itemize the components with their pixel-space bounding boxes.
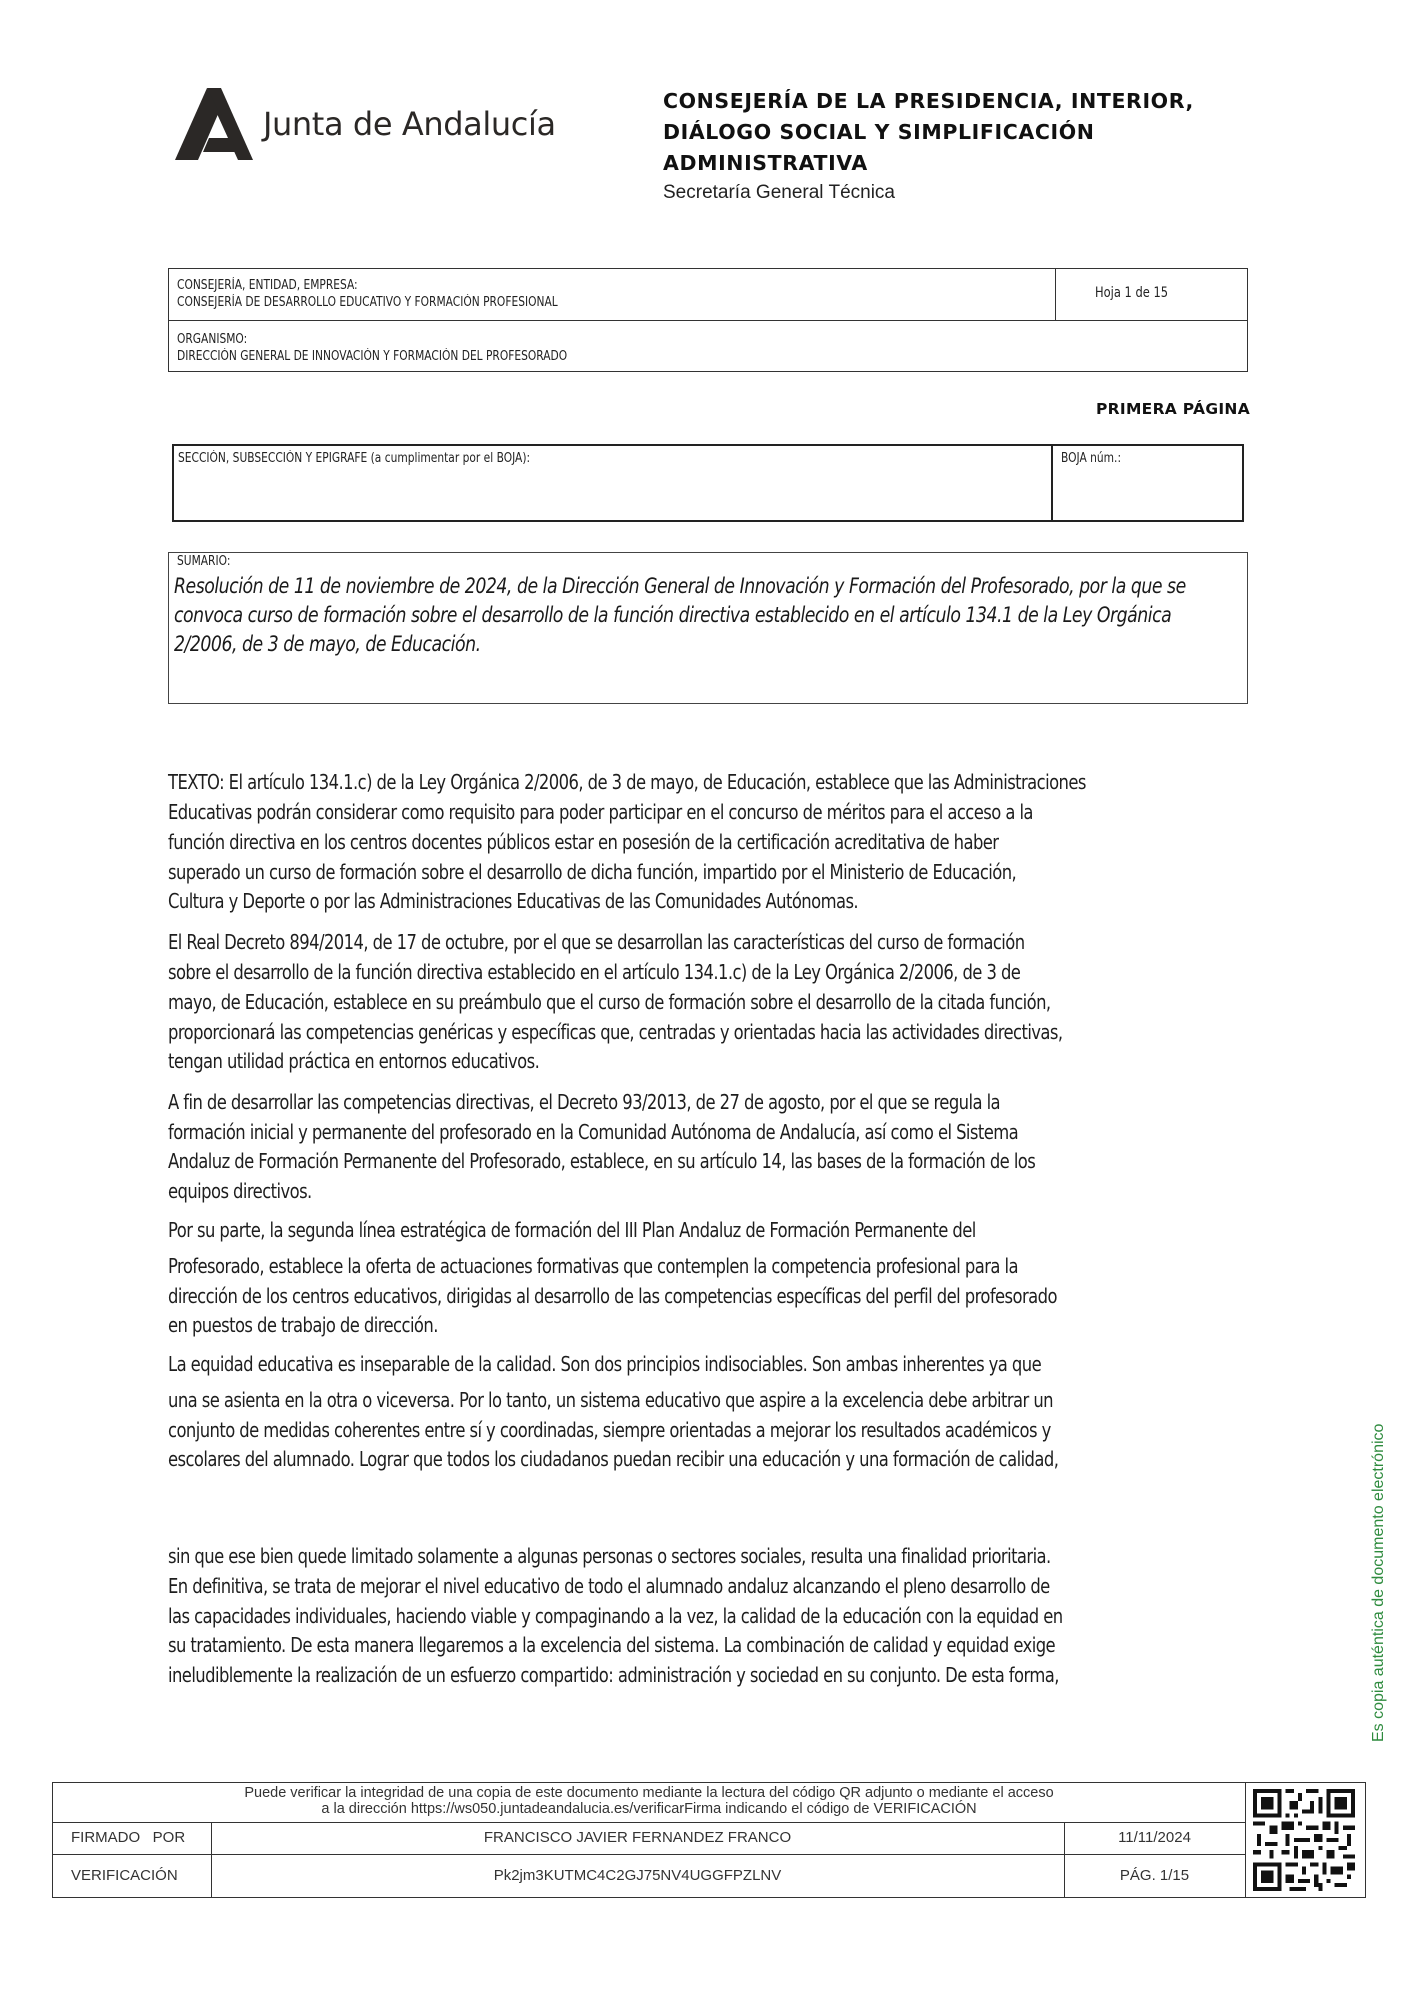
pagina-counter: PÁG. 1/15 [1119, 1867, 1190, 1884]
verify-instructions [53, 1785, 1245, 1817]
verificacion-label: VERIFICACIÓN [71, 1867, 178, 1884]
body-line: sin que ese bien quede limitado solamente a algunas personas o sectores sociales, resulta una finalidad prioritaria. [168, 1544, 1051, 1568]
body-line: proporcionará las competencias genéricas y específicas que, centradas y orientadas hacia las actividades directivas, [168, 1020, 1063, 1044]
body-line: equipos directivos. [168, 1179, 312, 1203]
body-line: La equidad educativa es inseparable de la calidad. Son dos principios indisociables. Son ambas inherentes ya que [168, 1352, 1042, 1376]
verificacion-code[interactable]: Pk2jm3KUTMC4C2GJ75NV4UGGFPZLNV [493, 1867, 782, 1884]
boja-box [172, 444, 1244, 522]
logo-text: Junta de Andalucía [263, 105, 556, 143]
body-line: En definitiva, se trata de mejorar el nivel educativo de todo el alumnado andaluz alcanzando el pleno desarrollo de [168, 1574, 1050, 1598]
authentic-copy-note: Es copia auténtica de documento electrónico [1370, 1423, 1387, 1742]
body-line: A fin de desarrollar las competencias directivas, el Decreto 93/2013, de 27 de agosto, por el que se regula la [168, 1090, 1001, 1114]
body-line: TEXTO: El artículo 134.1.c) de la Ley Orgánica 2/2006, de 3 de mayo, de Educación, establece que las Administraciones [168, 770, 1086, 794]
body-line: las capacidades individuales, haciendo viable y compaginando a la vez, la calidad de la educación con la equidad en [168, 1604, 1063, 1628]
consejeria-value: CONSEJERÍA DE DESARROLLO EDUCATIVO Y FORMACIÓN PROFESIONAL [177, 295, 558, 310]
qr-code-icon[interactable] [1253, 1789, 1355, 1891]
hoja-counter: Hoja 1 de 15 [1095, 285, 1169, 301]
primera-pagina-label: PRIMERA PÁGINA [1096, 400, 1250, 418]
body-line: tengan utilidad práctica en entornos educativos. [168, 1049, 540, 1073]
entity-info-box [168, 268, 1248, 372]
body-line: Por su parte, la segunda línea estratégica de formación del III Plan Andaluz de Formación Permanente del [168, 1218, 976, 1242]
fecha-firma: 11/11/2024 [1118, 1829, 1191, 1846]
consejeria-line-1: CONSEJERÍA DE LA PRESIDENCIA, INTERIOR, [663, 89, 1194, 113]
body-line: formación inicial y permanente del profesorado en la Comunidad Autónoma de Andalucía, así como el Sistema [168, 1120, 1019, 1144]
andalucia-a-logo-icon [175, 88, 253, 160]
consejeria-line-3: ADMINISTRATIVA [663, 151, 868, 175]
consejeria-cell [177, 277, 641, 311]
consejeria-header [663, 86, 1223, 204]
body-line: conjunto de medidas coherentes entre sí y coordinadas, siempre orientadas a mejorar los resultados académicos y [168, 1418, 1051, 1442]
body-line: ineludiblemente la realización de un esfuerzo compartido: administración y sociedad en su conjunto. De esta forma, [168, 1663, 1059, 1687]
body-line: Cultura y Deporte o por las Administraciones Educativas de las Comunidades Autónomas. [168, 889, 859, 913]
sumario-text [174, 572, 1186, 659]
body-line: sobre el desarrollo de la función directiva establecido en el artículo 134.1.c) de la Ley Orgánica 2/2006, de 3 de [168, 960, 1021, 984]
body-line: El Real Decreto 894/2014, de 17 de octubre, por el que se desarrollan las características del curso de formación [168, 930, 1025, 954]
sumario-label: SUMARIO: [177, 554, 231, 569]
verification-footer [52, 1782, 1366, 1898]
body-line: superado un curso de formación sobre el desarrollo de dicha función, impartido por el Ministerio de Educación, [168, 860, 1017, 884]
firmado-value: FRANCISCO JAVIER FERNANDEZ FRANCO [483, 1829, 792, 1846]
body-line: su tratamiento. De esta manera llegaremos a la excelencia del sistema. La combinación de calidad y equidad exige [168, 1633, 1056, 1657]
organismo-cell [177, 331, 653, 365]
body-line: Educativas podrán considerar como requisito para poder participar en el concurso de méritos para el acceso a la [168, 800, 1033, 824]
organismo-value: DIRECCIÓN GENERAL DE INNOVACIÓN Y FORMACIÓN DEL PROFESORADO [177, 349, 568, 364]
sumario-line: 2/2006, de 3 de mayo, de Educación. [174, 632, 481, 657]
sumario-line: Resolución de 11 de noviembre de 2024, de la Dirección General de Innovación y Formación del Profesorado, por la que se [174, 574, 1186, 599]
firmado-label: FIRMADO POR [71, 1829, 186, 1846]
junta-andalucia-logo [175, 88, 556, 160]
consejeria-line-2: DIÁLOGO SOCIAL Y SIMPLIFICACIÓN [663, 120, 1095, 144]
body-line: función directiva en los centros docentes públicos estar en posesión de la certificación acreditativa de haber [168, 830, 999, 854]
verify-line: Puede verificar la integridad de una copia de este documento mediante la lectura del código QR adjunto o mediante el acceso [244, 1785, 1054, 1801]
body-line: una se asienta en la otra o viceversa. Por lo tanto, un sistema educativo que aspire a la excelencia debe arbitrar un [168, 1388, 1053, 1412]
body-line: mayo, de Educación, establece en su preámbulo que el curso de formación sobre el desarrollo de la citada función, [168, 990, 1051, 1014]
body-line: dirección de los centros educativos, dirigidas al desarrollo de las competencias específicas del perfil del profesorado [168, 1284, 1057, 1308]
verify-line: a la dirección https://ws050.juntadeandalucia.es/verificarFirma indicando el código de VERIFICACIÓN [321, 1801, 977, 1817]
seccion-label: SECCIÓN, SUBSECCIÓN Y EPIGRAFE (a cumplimentar por el BOJA): [178, 451, 531, 466]
consejeria-label: CONSEJERÍA, ENTIDAD, EMPRESA: [177, 278, 358, 293]
secretaria-general: Secretaría General Técnica [663, 182, 895, 203]
sumario-line: convoca curso de formación sobre el desarrollo de la función directiva establecido en el artículo 134.1 de la Ley Orgánica [174, 603, 1172, 628]
body-line: en puestos de trabajo de dirección. [168, 1313, 438, 1337]
boja-num-label: BOJA núm.: [1061, 451, 1122, 466]
body-line: escolares del alumnado. Lograr que todos los ciudadanos puedan recibir una educación y una formación de calidad, [168, 1447, 1059, 1471]
body-line: Andaluz de Formación Permanente del Profesorado, establece, en su artículo 14, las bases de la formación de los [168, 1149, 1036, 1173]
body-line: Profesorado, establece la oferta de actuaciones formativas que contemplen la competencia profesional para la [168, 1254, 1018, 1278]
organismo-label: ORGANISMO: [177, 332, 248, 347]
